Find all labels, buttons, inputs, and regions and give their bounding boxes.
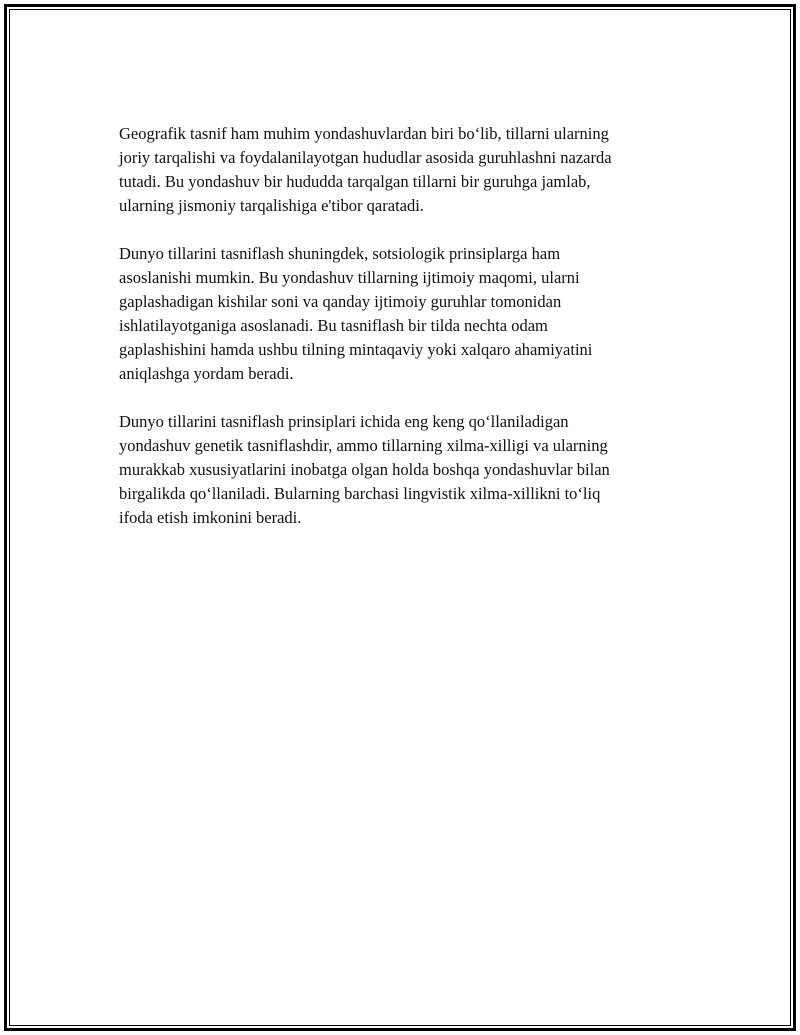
text-line: murakkab xususiyatlarini inobatga olgan holda boshqa yondashuvlar bilan	[119, 460, 610, 479]
text-line: joriy tarqalishi va foydalanilayotgan hududlar asosida guruhlashni nazarda	[119, 148, 612, 167]
text-line: Geografik tasnif ham muhim yondashuvlardan biri bo‘lib, tillarni ularning	[119, 124, 609, 143]
text-line: ularning jismoniy tarqalishiga e'tibor qaratadi.	[119, 196, 424, 215]
text-line: gaplashishini hamda ushbu tilning mintaqaviy yoki xalqaro ahamiyatini	[119, 340, 593, 359]
text-line: ishlatilayotganiga asoslanadi. Bu tasniflash bir tilda nechta odam	[119, 316, 548, 335]
document-body	[119, 122, 679, 554]
text-line: yondashuv genetik tasniflashdir, ammo tillarning xilma-xilligi va ularning	[119, 436, 608, 455]
text-line: Dunyo tillarini tasniflash shuningdek, sotsiologik prinsiplarga ham	[119, 244, 561, 263]
page-border	[4, 4, 796, 1031]
text-line: Dunyo tillarini tasniflash prinsiplari ichida eng keng qo‘llaniladigan	[119, 412, 569, 431]
text-line: birgalikda qo‘llaniladi. Bularning barchasi lingvistik xilma-xillikni to‘liq	[119, 484, 601, 503]
text-line: aniqlashga yordam beradi.	[119, 364, 294, 383]
paragraph-sociological-classification	[119, 242, 679, 386]
text-line: asoslanishi mumkin. Bu yondashuv tillarning ijtimoiy maqomi, ularni	[119, 268, 580, 287]
text-line: tutadi. Bu yondashuv bir hududda tarqalgan tillarni bir guruhga jamlab,	[119, 172, 591, 191]
paragraph-genetic-classification	[119, 410, 679, 530]
text-line: gaplashadigan kishilar soni va qanday ijtimoiy guruhlar tomonidan	[119, 292, 562, 311]
paragraph-geographic-classification	[119, 122, 679, 218]
text-line: ifoda etish imkonini beradi.	[119, 508, 302, 527]
